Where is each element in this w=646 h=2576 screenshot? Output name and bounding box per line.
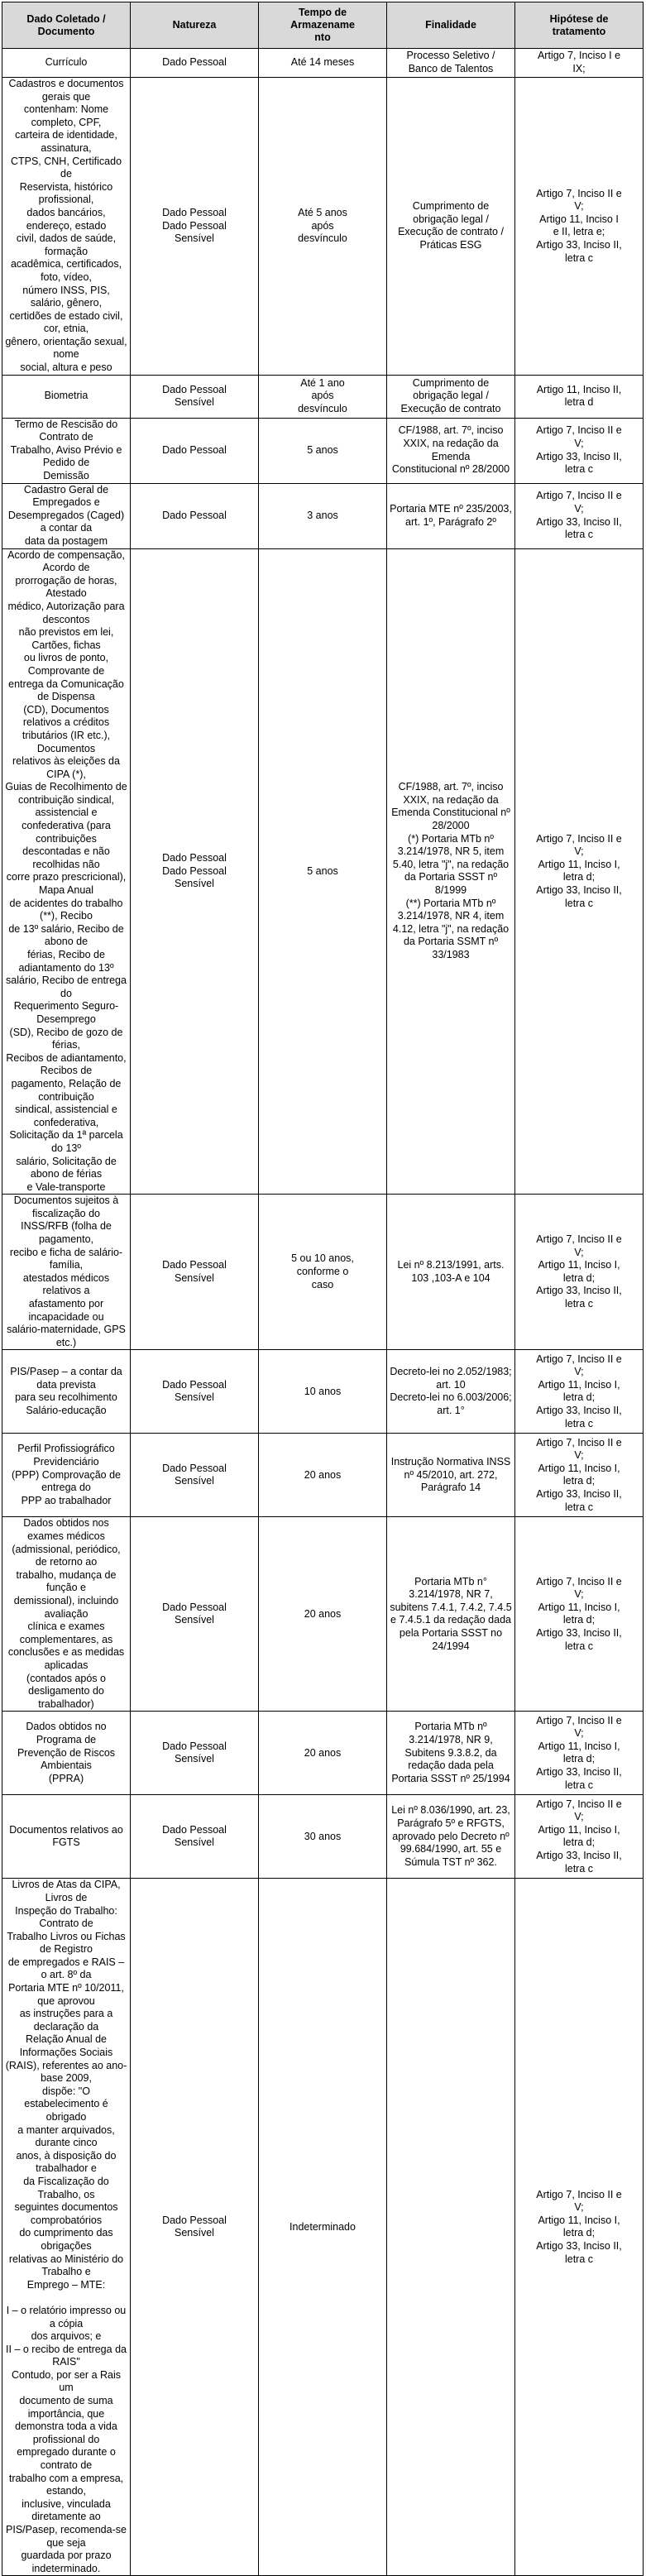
cell-natureza-text: Dado Pessoal	[162, 56, 227, 69]
data-retention-table	[2, 2, 644, 2576]
header-hipotese: Hipótese de tratamento	[515, 2, 644, 49]
cell-natureza-text: Dado Pessoal Sensível	[162, 1378, 227, 1404]
cell-natureza-text: Dado Pessoal Dado Pessoal Sensível	[162, 206, 227, 245]
header-natureza: Natureza	[131, 2, 259, 49]
cell-natureza-text: Dado Pessoal Sensível	[162, 1462, 227, 1487]
cell-tempo-text: 30 anos	[304, 1830, 342, 1842]
cell-finalidade	[387, 49, 515, 78]
cell-documento	[2, 375, 131, 418]
header-tempo-armazenamento: Tempo de Armazename nto	[259, 2, 387, 49]
cell-finalidade-text: Portaria MTb n° 3.214/1978, NR 7, subitens 7.4.1, 7.4.2, 7.4.5 e 7.4.5.1 da redação dada pela Portaria SSST no 24/1994	[390, 1575, 512, 1652]
cell-finalidade	[387, 1195, 515, 1350]
cell-finalidade-text: Instrução Normativa INSS nº 45/2010, art. 272, Parágrafo 14	[390, 1456, 511, 1494]
table-row	[2, 1879, 644, 2576]
retention-table-wrapper	[2, 2, 644, 2576]
cell-finalidade	[387, 1517, 515, 1712]
header-row	[2, 2, 644, 49]
cell-documento	[2, 1434, 131, 1517]
header-dado-coletado: Dado Coletado / Documento	[2, 2, 131, 49]
cell-hipotese	[515, 78, 644, 376]
table-row	[2, 1434, 644, 1517]
cell-finalidade	[387, 548, 515, 1195]
cell-natureza	[131, 1434, 259, 1517]
cell-tempo-text: Até 1 ano após desvínculo	[298, 376, 347, 414]
cell-hipotese-text: Artigo 7, Inciso II e V; Artigo 11, Inciso I e II, letra e; Artigo 33, Inciso II, letra c	[536, 187, 622, 264]
cell-natureza	[131, 1879, 259, 2576]
cell-tempo-text: Indeterminado	[290, 2220, 356, 2233]
cell-documento-text: PIS/Pasep – a contar da data prevista para seu recolhimento Salário-educação	[10, 1366, 122, 1416]
cell-tempo	[259, 1517, 387, 1712]
cell-hipotese-text: Artigo 7, Inciso II e V; Artigo 11, Inciso I, letra d; Artigo 33, Inciso II, letra c	[536, 1436, 622, 1513]
cell-natureza-text: Dado Pessoal Sensível	[162, 1601, 227, 1626]
cell-natureza-text: Dado Pessoal Sensível	[162, 383, 227, 409]
cell-hipotese	[515, 1434, 644, 1517]
cell-hipotese	[515, 49, 644, 78]
cell-documento-text: Perfil Profissiográfico Previdenciário (PPP) Comprovação de entrega do PPP ao trabalhador	[11, 1443, 121, 1506]
cell-finalidade-text: Processo Seletivo / Banco de Talentos	[406, 50, 495, 74]
cell-natureza	[131, 49, 259, 78]
cell-tempo	[259, 49, 387, 78]
cell-natureza-text: Dado Pessoal	[162, 443, 227, 456]
cell-finalidade	[387, 483, 515, 548]
cell-natureza	[131, 1795, 259, 1879]
cell-tempo-text: 5 ou 10 anos, conforme o caso	[291, 1252, 354, 1290]
cell-hipotese	[515, 1517, 644, 1712]
cell-finalidade-text: Cumprimento de obrigação legal / Execução de contrato / Práticas ESG	[398, 200, 504, 251]
cell-hipotese	[515, 1795, 644, 1879]
table-row	[2, 375, 644, 418]
cell-natureza	[131, 78, 259, 376]
cell-tempo-text: 20 anos	[304, 1607, 342, 1620]
table-row	[2, 1350, 644, 1434]
cell-documento	[2, 548, 131, 1195]
cell-tempo-text: 10 anos	[304, 1385, 342, 1397]
cell-finalidade	[387, 1879, 515, 2576]
cell-documento-text: Documentos relativos ao FGTS	[9, 1823, 123, 1849]
cell-tempo	[259, 1879, 387, 2576]
cell-natureza-text: Dado Pessoal	[162, 509, 227, 521]
cell-tempo	[259, 418, 387, 483]
header-finalidade: Finalidade	[387, 2, 515, 49]
cell-hipotese-text: Artigo 7, Inciso I e IX;	[537, 50, 621, 74]
cell-finalidade-text: Cumprimento de obrigação legal / Execução de contrato	[400, 376, 501, 414]
cell-natureza	[131, 1195, 259, 1350]
cell-documento	[2, 1712, 131, 1795]
cell-hipotese-text: Artigo 7, Inciso II e V; Artigo 33, Inciso II, letra c	[536, 424, 622, 476]
cell-hipotese-text: Artigo 7, Inciso II e V; Artigo 11, Inciso I, letra d; Artigo 33, Inciso II, letra c	[536, 1233, 622, 1310]
cell-finalidade	[387, 1712, 515, 1795]
cell-hipotese-text: Artigo 7, Inciso II e V; Artigo 11, Inciso I, letra d; Artigo 33, Inciso II, letra c	[536, 1798, 622, 1875]
cell-natureza	[131, 548, 259, 1195]
cell-documento-text: Cadastros e documentos gerais que contenham: Nome completo, CPF, carteira de identidade, assinatura, CTPS, CNH, Certificado de Reservista, histórico profissional, dados bancários, endereço, estado civil, dados de saúde, formação acadêmica, certificados, foto, vídeo, número INSS, PIS, salário, gênero, certidões de estado civil, cor, etnia, gênero, orientação sexual, nome social, altura e peso	[5, 78, 127, 374]
cell-documento	[2, 1350, 131, 1434]
cell-documento	[2, 418, 131, 483]
cell-tempo-text: 5 anos	[307, 443, 338, 456]
cell-documento-text: Currículo	[45, 56, 88, 69]
table-row	[2, 1195, 644, 1350]
cell-tempo	[259, 1795, 387, 1879]
cell-hipotese-text: Artigo 7, Inciso II e V; Artigo 11, Inciso I, letra d; Artigo 33, Inciso II, letra c	[536, 2188, 622, 2265]
cell-finalidade-text: Portaria MTE nº 235/2003, art. 1º, Parágrafo 2º	[390, 503, 512, 528]
cell-finalidade	[387, 1795, 515, 1879]
cell-natureza	[131, 483, 259, 548]
cell-documento	[2, 78, 131, 376]
table-row	[2, 418, 644, 483]
cell-natureza-text: Dado Pessoal Sensível	[162, 1740, 227, 1765]
cell-natureza	[131, 1517, 259, 1712]
cell-tempo	[259, 1712, 387, 1795]
cell-finalidade	[387, 418, 515, 483]
cell-tempo-text: 5 anos	[307, 864, 338, 877]
cell-tempo	[259, 1350, 387, 1434]
cell-documento	[2, 483, 131, 548]
table-row	[2, 1795, 644, 1879]
cell-natureza-text: Dado Pessoal Dado Pessoal Sensível	[162, 852, 227, 890]
cell-hipotese-text: Artigo 7, Inciso II e V; Artigo 11, Inciso I, letra d; Artigo 33, Inciso II, letra c	[536, 1353, 622, 1429]
cell-documento	[2, 49, 131, 78]
cell-finalidade-text: Lei nº 8.213/1991, arts. 103 ,103-A e 104	[397, 1259, 505, 1284]
cell-hipotese	[515, 1712, 644, 1795]
table-row	[2, 49, 644, 78]
table-row	[2, 78, 644, 376]
cell-hipotese	[515, 548, 644, 1195]
cell-finalidade-text: CF/1988, art. 7º, inciso XXIX, na redação da Emenda Constitucional nº 28/2000	[391, 424, 510, 476]
cell-documento	[2, 1879, 131, 2576]
cell-documento-text: Acordo de compensação, Acordo de prorrogação de horas, Atestado médico, Autorização para descontos não previstos em lei, Cartões, fichas ou livros de ponto, Comprovante de entrega da Comunicação de Dispensa (CD), Documentos relativos a créditos tributários (IR etc.), Documentos relativos às eleições da CIPA (*), Guias de Recolhimento de contribuição sindical, assistencial e confederativa (para contribuições descontadas e não recolhidas não corre prazo prescricional), Mapa Anual de acidentes do trabalho (**), Recibo de 13º salário, Recibo de abono de férias, Recibo de adiantamento do 13º salário, Recibo de entrega do Requerimento Seguro-Desemprego (SD), Recibo de gozo de férias, Recibos de adiantamento, Recibos de pagamento, Relação de contribuição sindical, assistencial e confederativa, Solicitação da 1ª parcela do 13º salário, Solicitação de abono de férias e Vale-transporte	[5, 548, 127, 1193]
cell-hipotese-text: Artigo 7, Inciso II e V; Artigo 11, Inciso I, letra d; Artigo 33, Inciso II, letra c	[536, 1575, 622, 1652]
table-body	[2, 49, 644, 2576]
cell-hipotese-text: Artigo 7, Inciso II e V; Artigo 33, Inciso II, letra c	[536, 490, 622, 541]
cell-hipotese	[515, 418, 644, 483]
cell-hipotese	[515, 483, 644, 548]
cell-hipotese-text: Artigo 11, Inciso II, letra d	[536, 383, 622, 409]
cell-hipotese-text: Artigo 7, Inciso II e V; Artigo 11, Inciso I, letra d; Artigo 33, Inciso II, letra c	[536, 1714, 622, 1791]
cell-finalidade	[387, 1350, 515, 1434]
cell-documento-text: Termo de Rescisão do Contrato de Trabalho, Aviso Prévio e Pedido de Demissão	[10, 418, 122, 482]
cell-tempo-text: 3 anos	[307, 509, 338, 521]
cell-finalidade-text: CF/1988, art. 7º, inciso XXIX, na redação da Emenda Constitucional nº 28/2000 (*) Portaria MTb nº 3.214/1978, NR 5, item 5.40, letra "j", na redação da Portaria SSST nº 8/1999 (**) Portaria MTb nº 3.214/1978, NR 4, item 4.12, letra "j", na redação da Portaria SSMT nº 33/1983	[391, 781, 510, 960]
cell-tempo	[259, 548, 387, 1195]
cell-documento-text: Cadastro Geral de Empregados e Desempregados (Caged) a contar da data da postagem	[7, 483, 125, 547]
cell-finalidade-text: Decreto-lei no 2.052/1983; art. 10 Decreto-lei no 6.003/2006; art. 1°	[390, 1366, 512, 1416]
table-row	[2, 483, 644, 548]
cell-documento	[2, 1517, 131, 1712]
cell-finalidade-text: Portaria MTb nº 3.214/1978, NR 9, Subitens 9.3.8.2, da redação dada pela Portaria SSST nº 25/1994	[391, 1721, 510, 1784]
cell-documento-text: Livros de Atas da CIPA, Livros de Inspeção do Trabalho: Contrato de Trabalho Livros ou Fichas de Registro de empregados e RAIS – o art. 8º da Portaria MTE nº 10/2011, que aprovou as instruções para a declaração da Relação Anual de Informações Sociais (RAIS), referentes ao ano-base 2009, dispõe: "O estabelecimento é obrigado a manter arquivados, durante cinco anos, à disposição do trabalhador e da Fiscalização do Trabalho, os seguintes documentos comprobatórios do cumprimento das obrigações relativas ao Ministério do Trabalho e Emprego – MTE: I – o relatório impresso ou a cópia dos arquivos; e II – o recibo de entrega da RAIS" Contudo, por ser a Rais um documento de suma importância, que demonstra toda a vida profissional do empregado durante o contrato de trabalho com a empresa, estando, inclusive, vinculada diretamente ao PIS/Pasep, recomenda-se que seja guardada por prazo indeterminado.	[5, 1879, 127, 2574]
cell-tempo-text: Até 5 anos após desvínculo	[298, 206, 347, 245]
cell-finalidade	[387, 78, 515, 376]
cell-documento	[2, 1195, 131, 1350]
table-row	[2, 1517, 644, 1712]
cell-finalidade-text: Lei nº 8.036/1990, art. 23, Parágrafo 5º e RFGTS, aprovado pelo Decreto nº 99.684/1990, art. 55 e Súmula TST nº 362.	[391, 1804, 510, 1868]
cell-tempo	[259, 375, 387, 418]
cell-finalidade	[387, 1434, 515, 1517]
cell-natureza	[131, 1350, 259, 1434]
cell-documento-text: Dados obtidos no Programa de Prevenção de Riscos Ambientais (PPRA)	[17, 1721, 116, 1784]
cell-natureza	[131, 1712, 259, 1795]
cell-tempo-text: 20 anos	[304, 1468, 342, 1481]
table-row	[2, 548, 644, 1195]
table-row	[2, 1712, 644, 1795]
cell-documento-text: Documentos sujeitos à fiscalização do INSS/RFB (folha de pagamento, recibo e ficha de salário-família, atestados médicos relativos a afastamento por incapacidade ou salário-maternidade, GPS etc.)	[7, 1195, 126, 1348]
cell-tempo	[259, 78, 387, 376]
cell-natureza-text: Dado Pessoal Sensível	[162, 1823, 227, 1849]
cell-tempo-text: 20 anos	[304, 1746, 342, 1759]
cell-tempo	[259, 1195, 387, 1350]
cell-hipotese	[515, 1350, 644, 1434]
cell-documento	[2, 1795, 131, 1879]
cell-finalidade	[387, 375, 515, 418]
cell-documento-text: Dados obtidos nos exames médicos (admissional, periódico, de retorno ao trabalho, mudança de função e demissional), incluindo avaliação clínica e exames complementares, as conclusões e as medidas aplicadas (contados após o desligamento do trabalhador)	[7, 1517, 125, 1710]
cell-hipotese-text: Artigo 7, Inciso II e V; Artigo 11, Inciso I, letra d; Artigo 33, Inciso II, letra c	[536, 832, 622, 909]
cell-natureza-text: Dado Pessoal Sensível	[162, 1259, 227, 1284]
cell-natureza-text: Dado Pessoal Sensível	[162, 2214, 227, 2239]
cell-tempo	[259, 1434, 387, 1517]
cell-hipotese	[515, 375, 644, 418]
cell-natureza	[131, 418, 259, 483]
cell-natureza	[131, 375, 259, 418]
cell-hipotese	[515, 1879, 644, 2576]
cell-tempo	[259, 483, 387, 548]
cell-hipotese	[515, 1195, 644, 1350]
cell-documento-text: Biometria	[44, 390, 89, 402]
cell-tempo-text: Até 14 meses	[290, 56, 355, 69]
